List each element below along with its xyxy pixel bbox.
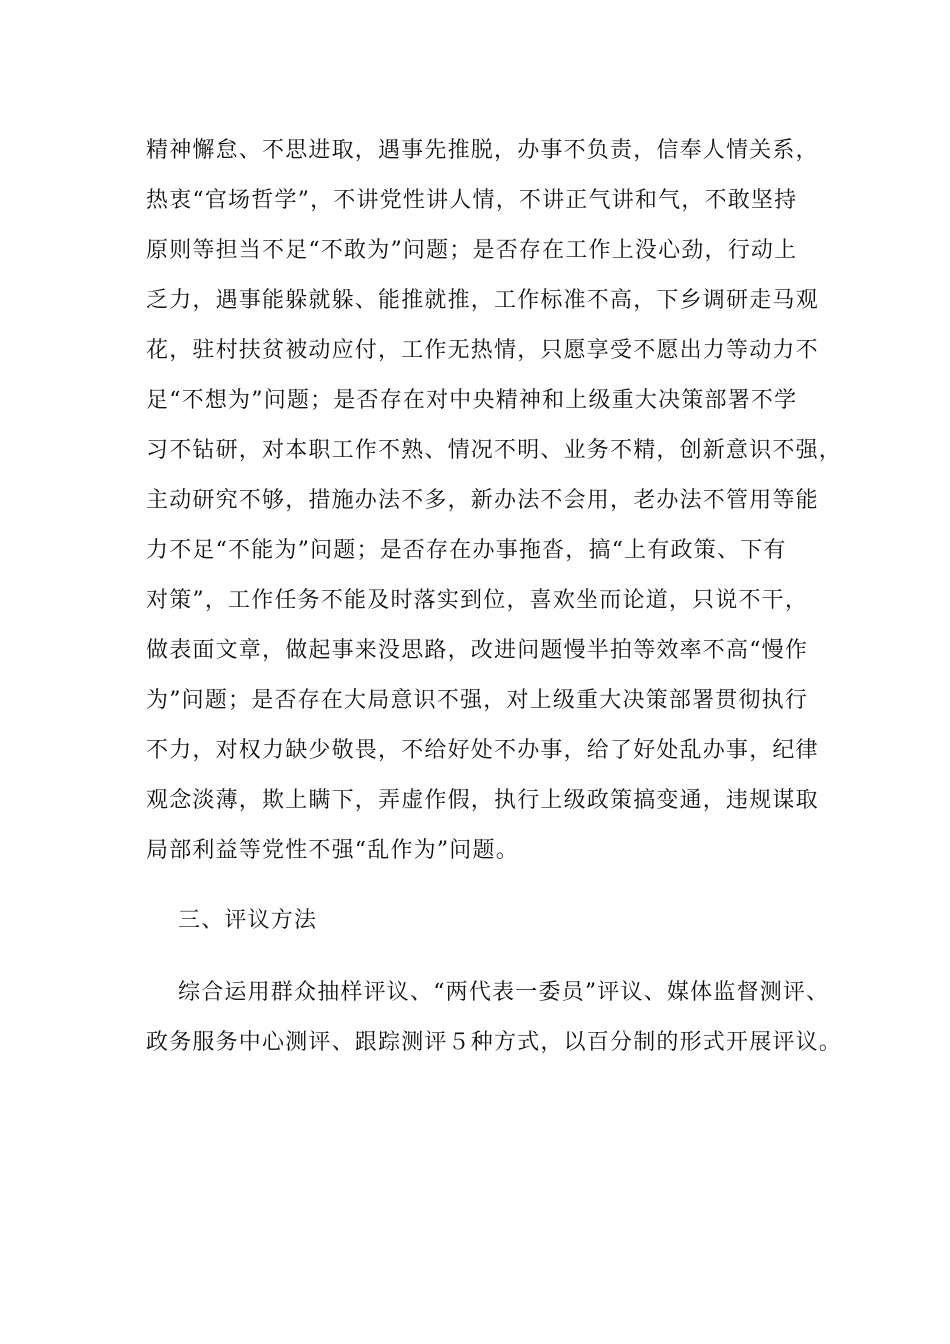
paragraph-line: 原则等担当不足“不敢为”问题；是否存在工作上没心劲，行动上: [146, 238, 798, 263]
section-heading: 三、评议方法: [178, 908, 318, 933]
paragraph-line: 主动研究不够，措施办法不多，新办法不会用，老办法不管用等能: [146, 488, 819, 513]
paragraph-line: 局部利益等党性不强“乱作为”问题。: [146, 838, 519, 863]
paragraph-line: 力不足“不能为”问题；是否存在办事拖沓，搞“上有政策、下有: [146, 538, 787, 563]
paragraph-line: 花，驻村扶贫被动应付，工作无热情，只愿享受不愿出力等动力不: [146, 338, 819, 363]
paragraph-line: 热衷“官场哲学”，不讲党性讲人情，不讲正气讲和气，不敢坚持: [146, 188, 798, 213]
paragraph-line: 综合运用群众抽样评议、“两代表一委员”评议、媒体监督测评、: [178, 980, 830, 1005]
paragraph-line: 精神懈怠、不思进取，遇事先推脱，办事不负责，信奉人情关系，: [146, 138, 819, 163]
paragraph-line: 乏力，遇事能躲就躲、能推就推，工作标准不高，下乡调研走马观: [146, 288, 819, 313]
paragraph-line: 做表面文章，做起事来没思路，改进问题慢半拍等效率不高“慢作: [146, 638, 809, 663]
paragraph-line: 不力，对权力缺少敬畏，不给好处不办事，给了好处乱办事，纪律: [146, 738, 819, 763]
paragraph-line: 对策”，工作任务不能及时落实到位，喜欢坐而论道，只说不干，: [146, 588, 809, 613]
paragraph-line: 足“不想为”问题；是否存在对中央精神和上级重大决策部署不学: [146, 388, 798, 413]
paragraph-line: 政务服务中心测评、跟踪测评５种方式，以百分制的形式开展评议。: [146, 1030, 843, 1055]
paragraph-line: 观念淡薄，欺上瞒下，弄虚作假，执行上级政策搞变通，违规谋取: [146, 788, 819, 813]
paragraph-line: 为”问题；是否存在大局意识不强，对上级重大决策部署贯彻执行: [146, 688, 809, 713]
paragraph-line: 习不钻研，对本职工作不熟、情况不明、业务不精，创新意识不强，: [146, 438, 843, 463]
